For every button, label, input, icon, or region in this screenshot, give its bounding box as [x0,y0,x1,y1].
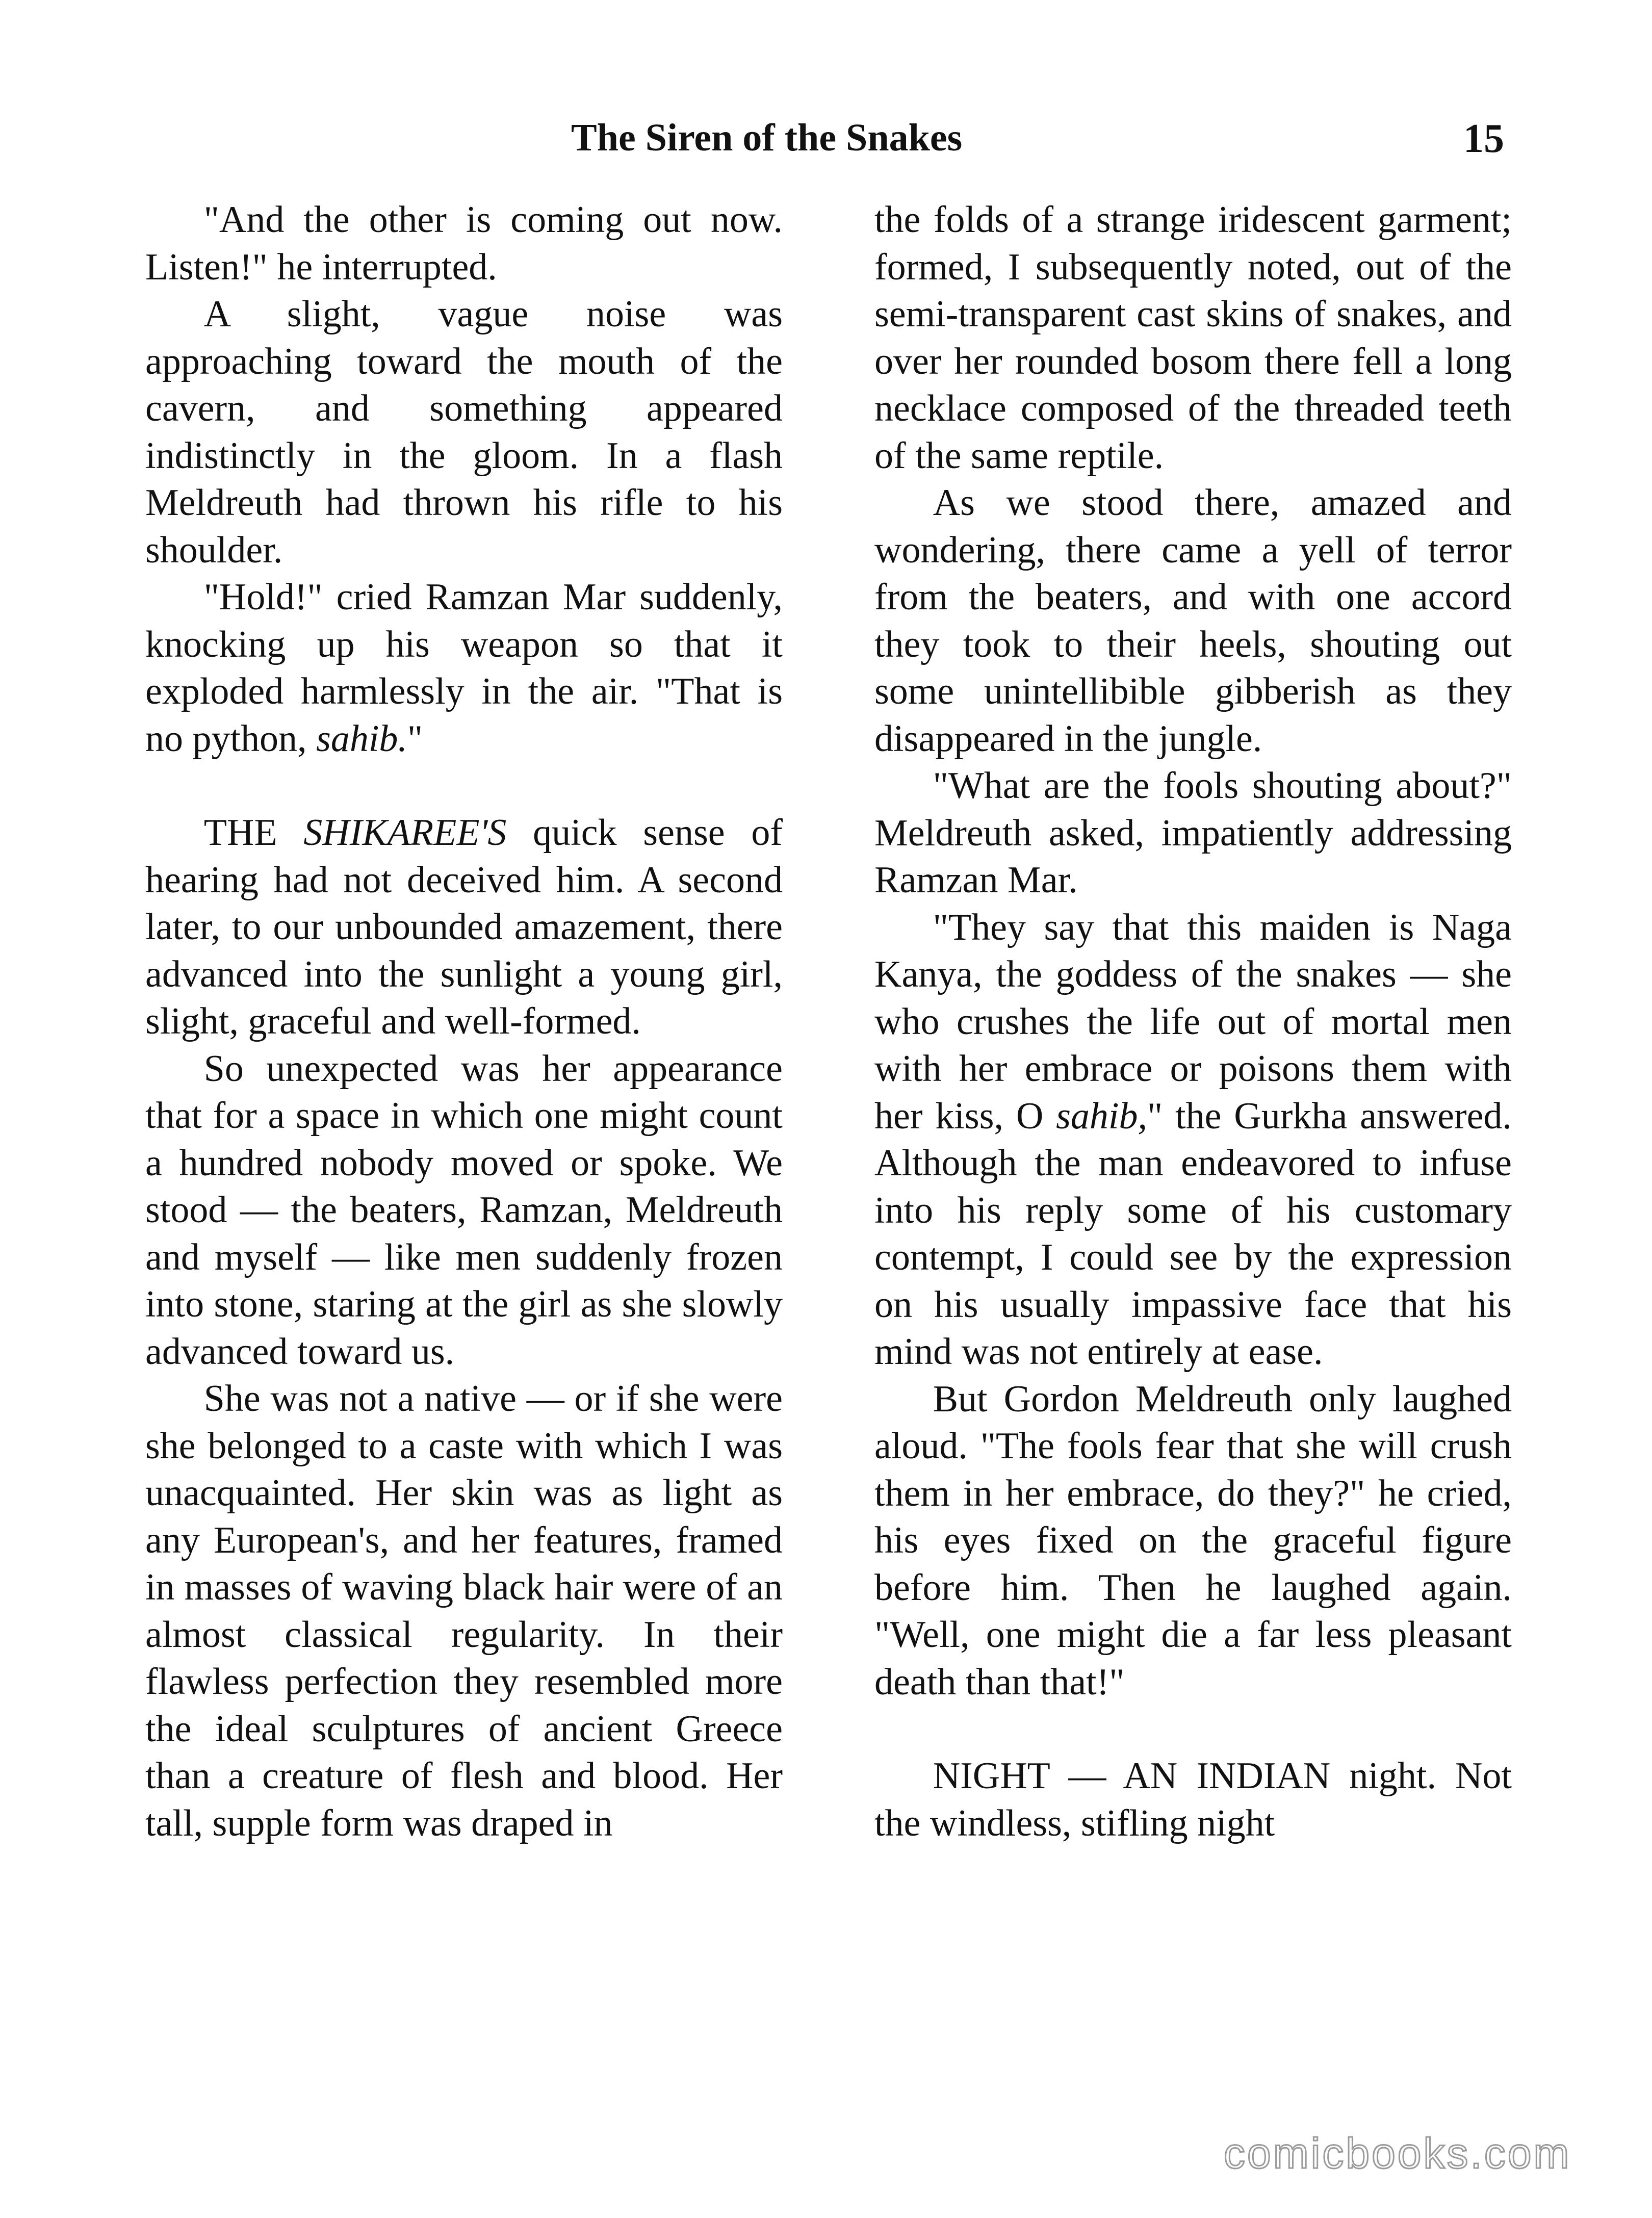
text-run: " [407,717,423,760]
right-column [874,196,1512,1847]
paragraph-section-start: NIGHT — AN INDIAN night. Not the windless, stifling night [874,1755,1512,1844]
text-run: "They say that this maiden is Naga Kanya, the goddess of the snakes — she who crushes the life out of mortal men with her embrace or poisons them with her kiss, O [874,906,1512,1137]
paragraph-section-start [145,809,783,1045]
page-number: 15 [1463,116,1504,161]
italic-word: sahib. [316,717,407,760]
text-run: quick sense of hearing had not deceived him. A second later, to our unbounded amazement, there advanced into the sunlight a young girl, slight, graceful and well-formed. [145,812,783,1042]
paragraph: A slight, vague noise was approaching toward the mouth of the cavern, and something appeared indistinctly in the gloom. In a flash Meldreuth had thrown his rifle to his shoulder. [145,293,783,571]
italic-word: sahib, [1056,1095,1147,1137]
paragraph-continued: the folds of a strange iridescent garment; formed, I subsequently noted, out of the semi-transparent cast skins of snakes, and over her rounded bosom there fell a long necklace composed of the threaded teeth of the same reptile. [874,199,1512,477]
left-column [145,196,783,1847]
paragraph [874,904,1512,1376]
running-title: The Siren of the Snakes [571,116,963,159]
paragraph [145,574,783,762]
paragraph: So unexpected was her appearance that for a space in which one might count a hundred nobody moved or spoke. We stood — the beaters, Ramzan, Meldreuth and myself — like men suddenly frozen into stone, staring at the girl as she slowly advanced toward us. [145,1047,783,1373]
watermark: comicbooks.com [1224,2129,1571,2177]
text-run: THE [203,812,304,854]
text-run: "Hold!" cried Ramzan Mar suddenly, knocking up his weapon so that it exploded harmlessly in the air. "That is no python, [145,576,783,760]
paragraph: But Gordon Meldreuth only laughed aloud. "The fools fear that she will crush them in her embrace, do they?" he cried, his eyes fixed on the graceful figure before him. Then he laughed again. "Well, one might die a far less pleasant death than that!" [874,1378,1512,1703]
paragraph: She was not a native — or if she were she belonged to a caste with which I was unacquainted. Her skin was as light as any European's, and her features, framed in masses of waving black hair were of an almost classical regularity. In their flawless perfection they resembled more the ideal sculptures of ancient Greece than a creature of flesh and blood. Her tall, supple form was draped in [145,1378,783,1844]
paragraph: "What are the fools shouting about?" Meldreuth asked, impatiently addressing Ramzan Mar. [874,765,1512,901]
text-run: " the Gurkha answered. Although the man endeavored to infuse into his reply some of his customary contempt, I could see by the expression on his usually impassive face that his mind was not entirely at ease. [874,1095,1512,1373]
paragraph: "And the other is coming out now. Listen!" he interrupted. [145,199,783,288]
paragraph: As we stood there, amazed and wondering, there came a yell of terror from the beaters, and with one accord they took to their heels, shouting out some unintellibible gibberish as they disappeared in the jungle. [874,482,1512,760]
italic-word: SHIKAREE'S [303,812,507,854]
